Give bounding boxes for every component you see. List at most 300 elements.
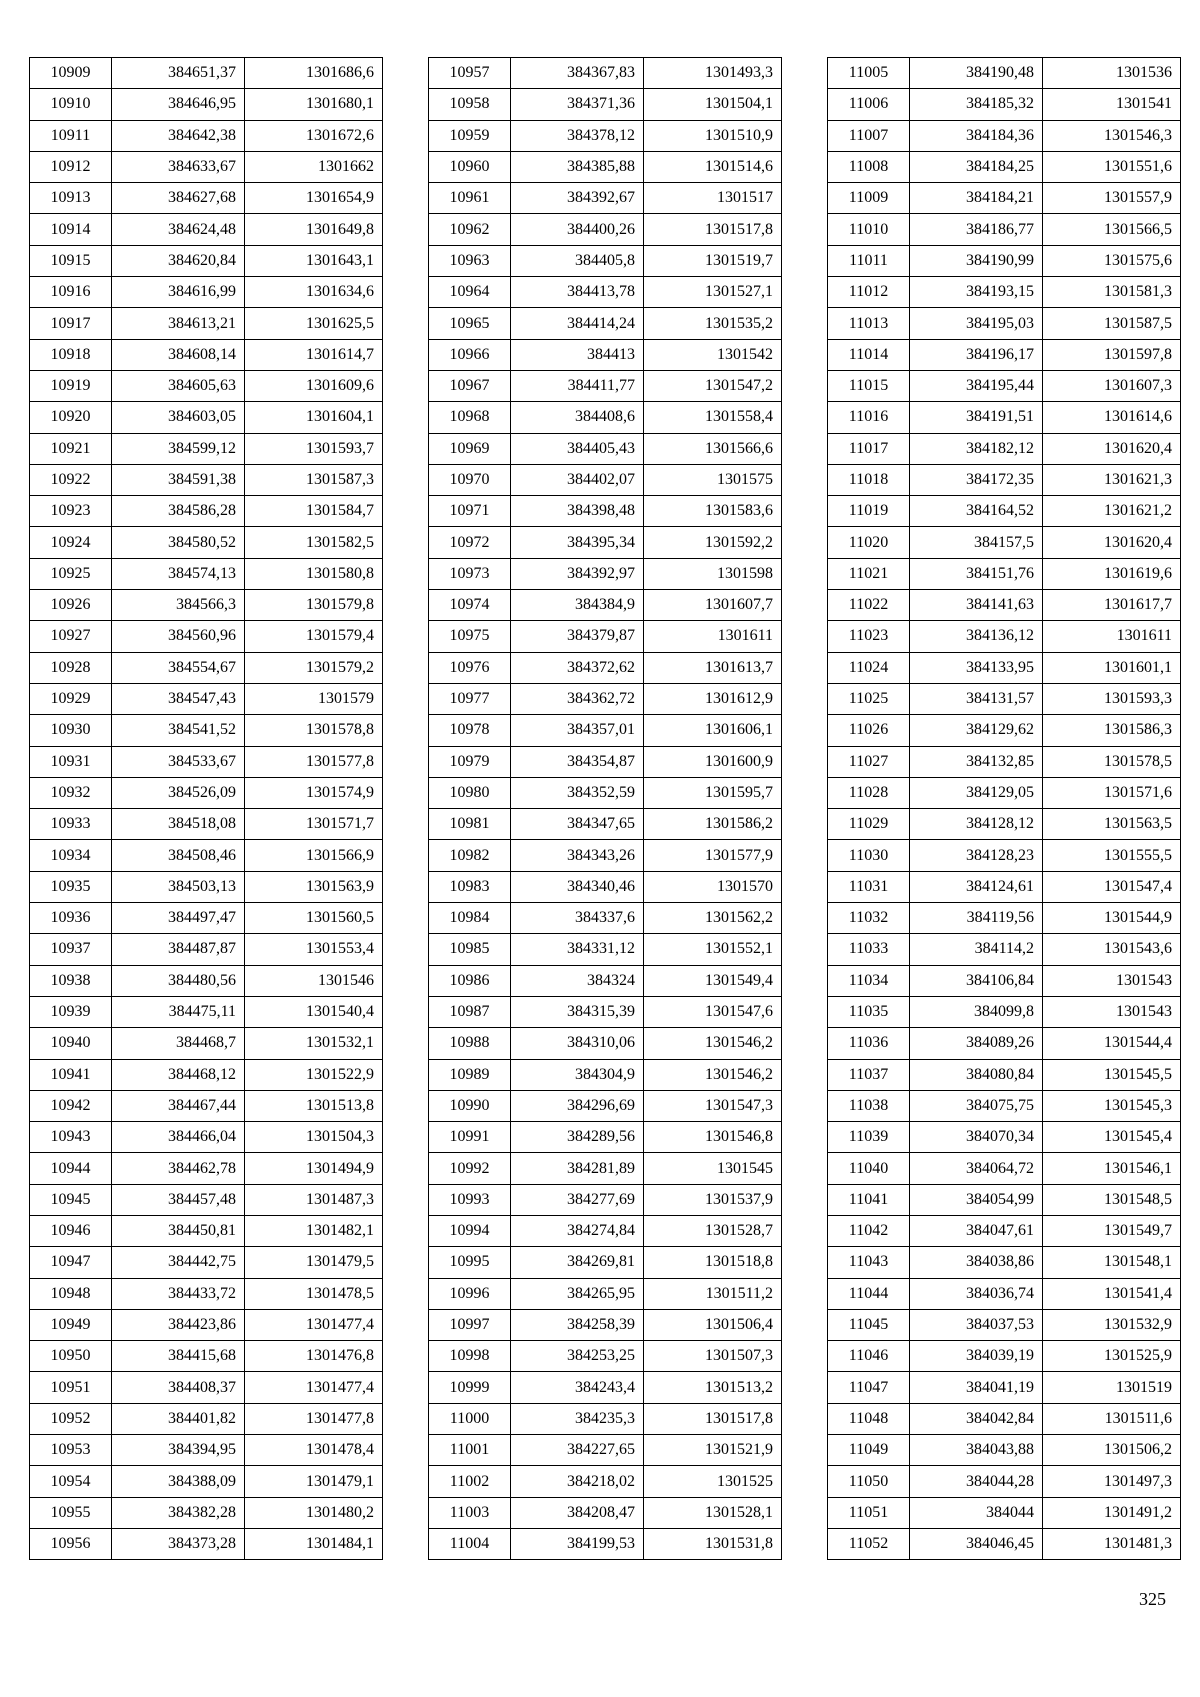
point-number-cell: 10913 xyxy=(30,183,112,214)
point-number-cell: 10991 xyxy=(429,1122,511,1153)
table-row xyxy=(429,1028,782,1059)
y-coordinate-cell: 1301558,4 xyxy=(644,402,782,433)
point-number-cell: 10985 xyxy=(429,934,511,965)
x-coordinate-cell: 384354,87 xyxy=(511,746,644,777)
y-coordinate-cell: 1301513,8 xyxy=(245,1090,383,1121)
x-coordinate-cell: 384340,46 xyxy=(511,871,644,902)
point-number-cell: 10979 xyxy=(429,746,511,777)
y-coordinate-cell: 1301528,1 xyxy=(644,1497,782,1528)
table-row xyxy=(429,1059,782,1090)
point-number-cell: 11011 xyxy=(828,245,910,276)
y-coordinate-cell: 1301614,7 xyxy=(245,339,383,370)
x-coordinate-cell: 384080,84 xyxy=(910,1059,1043,1090)
point-number-cell: 10998 xyxy=(429,1341,511,1372)
y-coordinate-cell: 1301563,5 xyxy=(1043,809,1181,840)
table-row xyxy=(828,1153,1181,1184)
table-row xyxy=(30,621,383,652)
y-coordinate-cell: 1301566,6 xyxy=(644,433,782,464)
point-number-cell: 10949 xyxy=(30,1309,112,1340)
table-row xyxy=(30,652,383,683)
x-coordinate-cell: 384129,62 xyxy=(910,715,1043,746)
x-coordinate-cell: 384541,52 xyxy=(112,715,245,746)
y-coordinate-cell: 1301587,3 xyxy=(245,464,383,495)
point-number-cell: 11032 xyxy=(828,903,910,934)
x-coordinate-cell: 384433,72 xyxy=(112,1278,245,1309)
point-number-cell: 11030 xyxy=(828,840,910,871)
table-row xyxy=(429,934,782,965)
y-coordinate-cell: 1301541 xyxy=(1043,89,1181,120)
y-coordinate-cell: 1301549,7 xyxy=(1043,1215,1181,1246)
y-coordinate-cell: 1301517,8 xyxy=(644,1403,782,1434)
point-number-cell: 10973 xyxy=(429,558,511,589)
point-number-cell: 10912 xyxy=(30,151,112,182)
table-row xyxy=(429,120,782,151)
point-number-cell: 11036 xyxy=(828,1028,910,1059)
x-coordinate-cell: 384172,35 xyxy=(910,464,1043,495)
point-number-cell: 10938 xyxy=(30,965,112,996)
y-coordinate-cell: 1301491,2 xyxy=(1043,1497,1181,1528)
point-number-cell: 10975 xyxy=(429,621,511,652)
table-row xyxy=(828,1278,1181,1309)
y-coordinate-cell: 1301546 xyxy=(245,965,383,996)
y-coordinate-cell: 1301570 xyxy=(644,871,782,902)
y-coordinate-cell: 1301606,1 xyxy=(644,715,782,746)
point-number-cell: 11029 xyxy=(828,809,910,840)
point-number-cell: 11003 xyxy=(429,1497,511,1528)
point-number-cell: 11047 xyxy=(828,1372,910,1403)
y-coordinate-cell: 1301582,5 xyxy=(245,527,383,558)
y-coordinate-cell: 1301598 xyxy=(644,558,782,589)
y-coordinate-cell: 1301546,2 xyxy=(644,1059,782,1090)
point-number-cell: 10989 xyxy=(429,1059,511,1090)
table-row xyxy=(30,277,383,308)
y-coordinate-cell: 1301545,4 xyxy=(1043,1122,1181,1153)
point-number-cell: 10948 xyxy=(30,1278,112,1309)
point-number-cell: 10959 xyxy=(429,120,511,151)
table-row xyxy=(429,370,782,401)
y-coordinate-cell: 1301477,8 xyxy=(245,1403,383,1434)
table-row xyxy=(429,1528,782,1559)
point-number-cell: 10946 xyxy=(30,1215,112,1246)
x-coordinate-cell: 384411,77 xyxy=(511,370,644,401)
table-row xyxy=(429,151,782,182)
table-row xyxy=(30,1403,383,1434)
point-number-cell: 11023 xyxy=(828,621,910,652)
x-coordinate-cell: 384196,17 xyxy=(910,339,1043,370)
y-coordinate-cell: 1301547,6 xyxy=(644,996,782,1027)
point-number-cell: 10993 xyxy=(429,1184,511,1215)
x-coordinate-cell: 384394,95 xyxy=(112,1435,245,1466)
table-row xyxy=(30,1028,383,1059)
table-row xyxy=(30,934,383,965)
table-row xyxy=(429,1341,782,1372)
y-coordinate-cell: 1301544,4 xyxy=(1043,1028,1181,1059)
point-number-cell: 10951 xyxy=(30,1372,112,1403)
table-row xyxy=(828,840,1181,871)
point-number-cell: 11025 xyxy=(828,683,910,714)
table-row xyxy=(30,1247,383,1278)
x-coordinate-cell: 384075,75 xyxy=(910,1090,1043,1121)
point-number-cell: 10996 xyxy=(429,1278,511,1309)
y-coordinate-cell: 1301545 xyxy=(644,1153,782,1184)
x-coordinate-cell: 384480,56 xyxy=(112,965,245,996)
table-row xyxy=(828,1528,1181,1559)
table-row xyxy=(429,996,782,1027)
x-coordinate-cell: 384385,88 xyxy=(511,151,644,182)
point-number-cell: 11042 xyxy=(828,1215,910,1246)
x-coordinate-cell: 384566,3 xyxy=(112,590,245,621)
point-number-cell: 11020 xyxy=(828,527,910,558)
y-coordinate-cell: 1301477,4 xyxy=(245,1309,383,1340)
table-row xyxy=(828,715,1181,746)
table-row xyxy=(429,1215,782,1246)
y-coordinate-cell: 1301620,4 xyxy=(1043,433,1181,464)
point-number-cell: 10932 xyxy=(30,777,112,808)
y-coordinate-cell: 1301662 xyxy=(245,151,383,182)
point-number-cell: 11044 xyxy=(828,1278,910,1309)
table-row xyxy=(30,746,383,777)
y-coordinate-cell: 1301549,4 xyxy=(644,965,782,996)
table-row xyxy=(30,1122,383,1153)
x-coordinate-cell: 384413,78 xyxy=(511,277,644,308)
x-coordinate-cell: 384442,75 xyxy=(112,1247,245,1278)
point-number-cell: 10970 xyxy=(429,464,511,495)
table-row xyxy=(429,527,782,558)
y-coordinate-cell: 1301600,9 xyxy=(644,746,782,777)
y-coordinate-cell: 1301481,3 xyxy=(1043,1528,1181,1559)
x-coordinate-cell: 384586,28 xyxy=(112,496,245,527)
point-number-cell: 10999 xyxy=(429,1372,511,1403)
x-coordinate-cell: 384352,59 xyxy=(511,777,644,808)
point-number-cell: 10942 xyxy=(30,1090,112,1121)
x-coordinate-cell: 384119,56 xyxy=(910,903,1043,934)
y-coordinate-cell: 1301577,9 xyxy=(644,840,782,871)
point-number-cell: 10918 xyxy=(30,339,112,370)
y-coordinate-cell: 1301482,1 xyxy=(245,1215,383,1246)
point-number-cell: 10971 xyxy=(429,496,511,527)
point-number-cell: 10926 xyxy=(30,590,112,621)
y-coordinate-cell: 1301604,1 xyxy=(245,402,383,433)
y-coordinate-cell: 1301625,5 xyxy=(245,308,383,339)
y-coordinate-cell: 1301579 xyxy=(245,683,383,714)
point-number-cell: 11038 xyxy=(828,1090,910,1121)
point-number-cell: 10952 xyxy=(30,1403,112,1434)
x-coordinate-cell: 384157,5 xyxy=(910,527,1043,558)
table-row xyxy=(828,590,1181,621)
point-number-cell: 11021 xyxy=(828,558,910,589)
y-coordinate-cell: 1301514,6 xyxy=(644,151,782,182)
y-coordinate-cell: 1301555,5 xyxy=(1043,840,1181,871)
table-row xyxy=(30,903,383,934)
x-coordinate-cell: 384184,25 xyxy=(910,151,1043,182)
y-coordinate-cell: 1301541,4 xyxy=(1043,1278,1181,1309)
y-coordinate-cell: 1301536 xyxy=(1043,58,1181,89)
x-coordinate-cell: 384310,06 xyxy=(511,1028,644,1059)
point-number-cell: 11014 xyxy=(828,339,910,370)
table-row xyxy=(429,903,782,934)
y-coordinate-cell: 1301607,7 xyxy=(644,590,782,621)
point-number-cell: 10928 xyxy=(30,652,112,683)
point-number-cell: 11010 xyxy=(828,214,910,245)
table-row xyxy=(828,58,1181,89)
point-number-cell: 10981 xyxy=(429,809,511,840)
x-coordinate-cell: 384128,12 xyxy=(910,809,1043,840)
table-row xyxy=(30,370,383,401)
point-number-cell: 10947 xyxy=(30,1247,112,1278)
x-coordinate-cell: 384605,63 xyxy=(112,370,245,401)
x-coordinate-cell: 384343,26 xyxy=(511,840,644,871)
point-number-cell: 10978 xyxy=(429,715,511,746)
point-number-cell: 11028 xyxy=(828,777,910,808)
point-number-cell: 10963 xyxy=(429,245,511,276)
table-row xyxy=(429,840,782,871)
x-coordinate-cell: 384627,68 xyxy=(112,183,245,214)
x-coordinate-cell: 384235,3 xyxy=(511,1403,644,1434)
y-coordinate-cell: 1301511,2 xyxy=(644,1278,782,1309)
point-number-cell: 10986 xyxy=(429,965,511,996)
point-number-cell: 10974 xyxy=(429,590,511,621)
x-coordinate-cell: 384613,21 xyxy=(112,308,245,339)
x-coordinate-cell: 384466,04 xyxy=(112,1122,245,1153)
y-coordinate-cell: 1301546,3 xyxy=(1043,120,1181,151)
x-coordinate-cell: 384413 xyxy=(511,339,644,370)
x-coordinate-cell: 384038,86 xyxy=(910,1247,1043,1278)
point-number-cell: 11015 xyxy=(828,370,910,401)
table-row xyxy=(30,871,383,902)
table-row xyxy=(429,89,782,120)
point-number-cell: 11031 xyxy=(828,871,910,902)
x-coordinate-cell: 384402,07 xyxy=(511,464,644,495)
table-row xyxy=(429,558,782,589)
point-number-cell: 10962 xyxy=(429,214,511,245)
table-row xyxy=(30,840,383,871)
x-coordinate-cell: 384388,09 xyxy=(112,1466,245,1497)
y-coordinate-cell: 1301510,9 xyxy=(644,120,782,151)
table-row xyxy=(828,746,1181,777)
y-coordinate-cell: 1301614,6 xyxy=(1043,402,1181,433)
point-number-cell: 10969 xyxy=(429,433,511,464)
x-coordinate-cell: 384398,48 xyxy=(511,496,644,527)
point-number-cell: 11048 xyxy=(828,1403,910,1434)
point-number-cell: 11027 xyxy=(828,746,910,777)
point-number-cell: 11026 xyxy=(828,715,910,746)
x-coordinate-cell: 384195,03 xyxy=(910,308,1043,339)
table-row xyxy=(30,308,383,339)
table-row xyxy=(30,402,383,433)
table-row xyxy=(828,621,1181,652)
y-coordinate-cell: 1301557,9 xyxy=(1043,183,1181,214)
table-row xyxy=(429,1497,782,1528)
x-coordinate-cell: 384580,52 xyxy=(112,527,245,558)
x-coordinate-cell: 384392,97 xyxy=(511,558,644,589)
point-number-cell: 10968 xyxy=(429,402,511,433)
y-coordinate-cell: 1301586,2 xyxy=(644,809,782,840)
point-number-cell: 10976 xyxy=(429,652,511,683)
table-row xyxy=(429,1403,782,1434)
table-row xyxy=(828,402,1181,433)
table-row xyxy=(828,89,1181,120)
table-row xyxy=(429,308,782,339)
y-coordinate-cell: 1301548,1 xyxy=(1043,1247,1181,1278)
point-number-cell: 10992 xyxy=(429,1153,511,1184)
page-number: 325 xyxy=(1139,1589,1166,1609)
table-row xyxy=(30,183,383,214)
table-row xyxy=(30,245,383,276)
y-coordinate-cell: 1301527,1 xyxy=(644,277,782,308)
x-coordinate-cell: 384193,15 xyxy=(910,277,1043,308)
point-number-cell: 11041 xyxy=(828,1184,910,1215)
coordinates-table-2 xyxy=(428,57,782,1560)
y-coordinate-cell: 1301547,4 xyxy=(1043,871,1181,902)
x-coordinate-cell: 384395,34 xyxy=(511,527,644,558)
y-coordinate-cell: 1301643,1 xyxy=(245,245,383,276)
table-row xyxy=(30,996,383,1027)
point-number-cell: 10935 xyxy=(30,871,112,902)
y-coordinate-cell: 1301517,8 xyxy=(644,214,782,245)
y-coordinate-cell: 1301621,2 xyxy=(1043,496,1181,527)
table-row xyxy=(30,1278,383,1309)
table-row xyxy=(30,214,383,245)
y-coordinate-cell: 1301548,5 xyxy=(1043,1184,1181,1215)
table-row xyxy=(828,777,1181,808)
x-coordinate-cell: 384199,53 xyxy=(511,1528,644,1559)
x-coordinate-cell: 384357,01 xyxy=(511,715,644,746)
y-coordinate-cell: 1301519,7 xyxy=(644,245,782,276)
table-row xyxy=(828,339,1181,370)
x-coordinate-cell: 384043,88 xyxy=(910,1435,1043,1466)
x-coordinate-cell: 384423,86 xyxy=(112,1309,245,1340)
x-coordinate-cell: 384475,11 xyxy=(112,996,245,1027)
point-number-cell: 11049 xyxy=(828,1435,910,1466)
y-coordinate-cell: 1301540,4 xyxy=(245,996,383,1027)
y-coordinate-cell: 1301542 xyxy=(644,339,782,370)
y-coordinate-cell: 1301493,3 xyxy=(644,58,782,89)
point-number-cell: 10910 xyxy=(30,89,112,120)
y-coordinate-cell: 1301545,5 xyxy=(1043,1059,1181,1090)
table-row xyxy=(429,1466,782,1497)
x-coordinate-cell: 384132,85 xyxy=(910,746,1043,777)
table-row xyxy=(429,590,782,621)
y-coordinate-cell: 1301546,2 xyxy=(644,1028,782,1059)
y-coordinate-cell: 1301551,6 xyxy=(1043,151,1181,182)
x-coordinate-cell: 384457,48 xyxy=(112,1184,245,1215)
table-row xyxy=(429,1435,782,1466)
y-coordinate-cell: 1301480,2 xyxy=(245,1497,383,1528)
y-coordinate-cell: 1301522,9 xyxy=(245,1059,383,1090)
x-coordinate-cell: 384384,9 xyxy=(511,590,644,621)
x-coordinate-cell: 384208,47 xyxy=(511,1497,644,1528)
y-coordinate-cell: 1301506,4 xyxy=(644,1309,782,1340)
y-coordinate-cell: 1301686,6 xyxy=(245,58,383,89)
y-coordinate-cell: 1301478,4 xyxy=(245,1435,383,1466)
x-coordinate-cell: 384603,05 xyxy=(112,402,245,433)
table-row xyxy=(828,996,1181,1027)
point-number-cell: 10931 xyxy=(30,746,112,777)
x-coordinate-cell: 384243,4 xyxy=(511,1372,644,1403)
point-number-cell: 10919 xyxy=(30,370,112,401)
x-coordinate-cell: 384036,74 xyxy=(910,1278,1043,1309)
table-row xyxy=(828,496,1181,527)
x-coordinate-cell: 384371,36 xyxy=(511,89,644,120)
x-coordinate-cell: 384392,67 xyxy=(511,183,644,214)
y-coordinate-cell: 1301586,3 xyxy=(1043,715,1181,746)
table-row xyxy=(429,871,782,902)
point-number-cell: 11052 xyxy=(828,1528,910,1559)
table-row xyxy=(429,809,782,840)
x-coordinate-cell: 384136,12 xyxy=(910,621,1043,652)
y-coordinate-cell: 1301579,2 xyxy=(245,652,383,683)
y-coordinate-cell: 1301479,1 xyxy=(245,1466,383,1497)
x-coordinate-cell: 384508,46 xyxy=(112,840,245,871)
table-row xyxy=(828,308,1181,339)
table-row xyxy=(429,1184,782,1215)
table-row xyxy=(828,433,1181,464)
x-coordinate-cell: 384277,69 xyxy=(511,1184,644,1215)
point-number-cell: 10924 xyxy=(30,527,112,558)
point-number-cell: 10945 xyxy=(30,1184,112,1215)
table-row xyxy=(429,58,782,89)
y-coordinate-cell: 1301609,6 xyxy=(245,370,383,401)
x-coordinate-cell: 384414,24 xyxy=(511,308,644,339)
y-coordinate-cell: 1301553,4 xyxy=(245,934,383,965)
table-row xyxy=(828,277,1181,308)
x-coordinate-cell: 384468,7 xyxy=(112,1028,245,1059)
y-coordinate-cell: 1301532,9 xyxy=(1043,1309,1181,1340)
x-coordinate-cell: 384151,76 xyxy=(910,558,1043,589)
y-coordinate-cell: 1301619,6 xyxy=(1043,558,1181,589)
y-coordinate-cell: 1301547,3 xyxy=(644,1090,782,1121)
x-coordinate-cell: 384182,12 xyxy=(910,433,1043,464)
table-row xyxy=(828,1435,1181,1466)
x-coordinate-cell: 384526,09 xyxy=(112,777,245,808)
x-coordinate-cell: 384044,28 xyxy=(910,1466,1043,1497)
x-coordinate-cell: 384070,34 xyxy=(910,1122,1043,1153)
y-coordinate-cell: 1301595,7 xyxy=(644,777,782,808)
x-coordinate-cell: 384114,2 xyxy=(910,934,1043,965)
table-row xyxy=(30,1435,383,1466)
point-number-cell: 11033 xyxy=(828,934,910,965)
table-row xyxy=(828,214,1181,245)
table-row xyxy=(429,1278,782,1309)
x-coordinate-cell: 384269,81 xyxy=(511,1247,644,1278)
y-coordinate-cell: 1301611 xyxy=(644,621,782,652)
table-row xyxy=(828,1122,1181,1153)
table-row xyxy=(828,652,1181,683)
y-coordinate-cell: 1301547,2 xyxy=(644,370,782,401)
x-coordinate-cell: 384281,89 xyxy=(511,1153,644,1184)
table-row xyxy=(30,965,383,996)
y-coordinate-cell: 1301497,3 xyxy=(1043,1466,1181,1497)
point-number-cell: 11002 xyxy=(429,1466,511,1497)
table-row xyxy=(828,558,1181,589)
point-number-cell: 10964 xyxy=(429,277,511,308)
x-coordinate-cell: 384037,53 xyxy=(910,1309,1043,1340)
y-coordinate-cell: 1301680,1 xyxy=(245,89,383,120)
x-coordinate-cell: 384331,12 xyxy=(511,934,644,965)
table-row xyxy=(828,1184,1181,1215)
y-coordinate-cell: 1301543,6 xyxy=(1043,934,1181,965)
y-coordinate-cell: 1301649,8 xyxy=(245,214,383,245)
y-coordinate-cell: 1301574,9 xyxy=(245,777,383,808)
coordinates-table-1 xyxy=(29,57,383,1560)
point-number-cell: 11016 xyxy=(828,402,910,433)
x-coordinate-cell: 384408,37 xyxy=(112,1372,245,1403)
x-coordinate-cell: 384533,67 xyxy=(112,746,245,777)
point-number-cell: 11046 xyxy=(828,1341,910,1372)
x-coordinate-cell: 384497,47 xyxy=(112,903,245,934)
table-row xyxy=(30,809,383,840)
x-coordinate-cell: 384054,99 xyxy=(910,1184,1043,1215)
